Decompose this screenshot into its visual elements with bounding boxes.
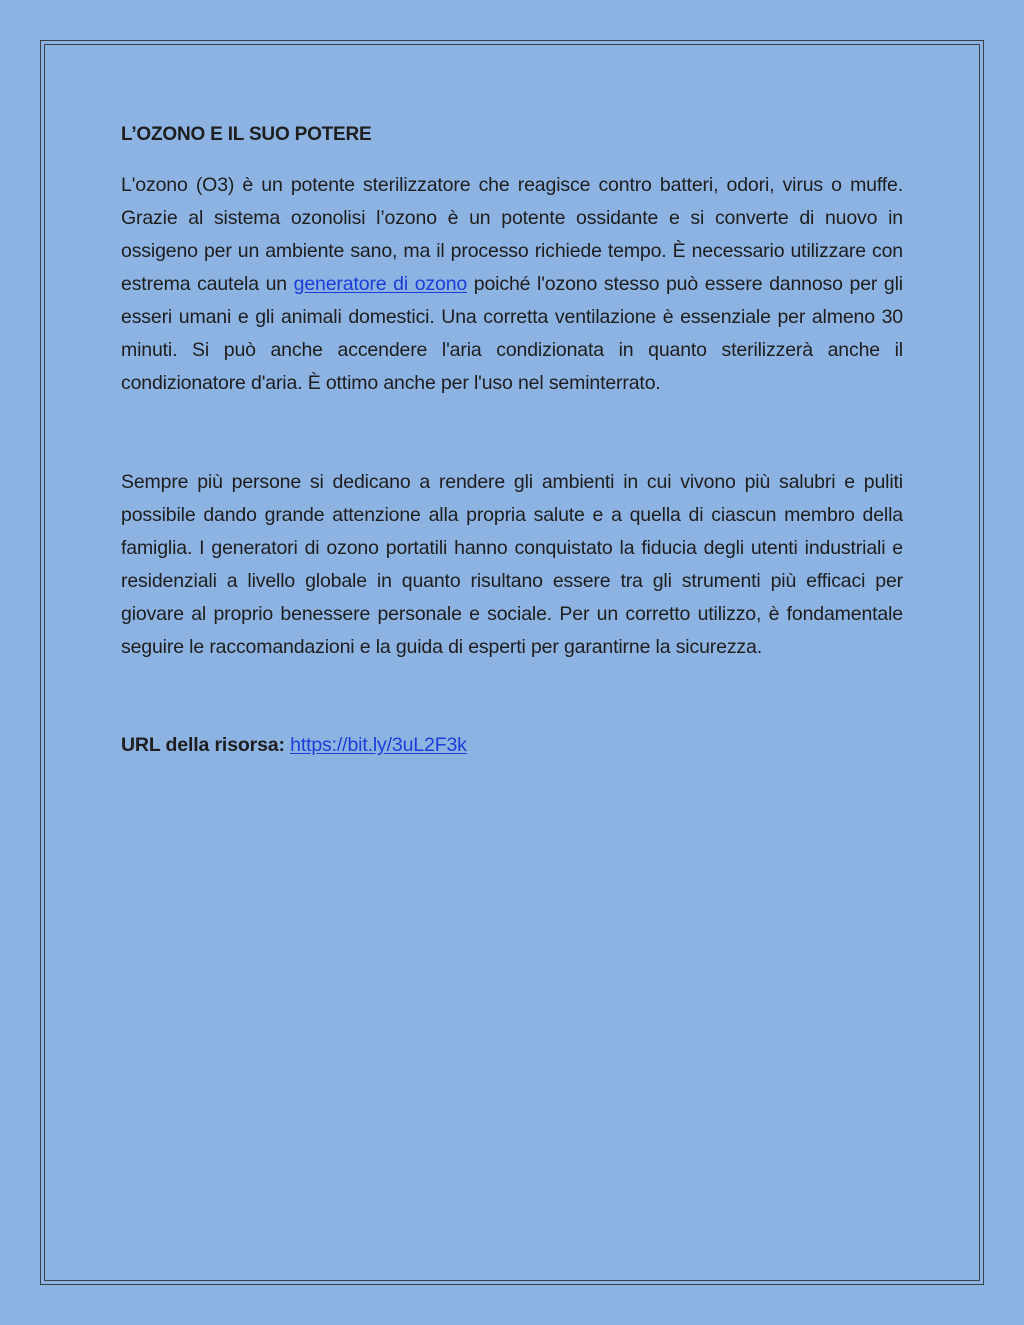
resource-url-link[interactable]: https://bit.ly/3uL2F3k xyxy=(290,734,467,756)
paragraph-second: Sempre più persone si dedicano a rendere gli ambienti in cui vivono più salubri e puliti possibile dando grande attenzione alla propria salute e a quella di ciascun membro della famiglia. I generatori di ozono portatili hanno conquistato la fiducia degli utenti industriali e residenziali a livello globale in quanto risultano essere tra gli strumenti più efficaci per giovare al proprio benessere personale e sociale. Per un corretto utilizzo, è fondamentale seguire le raccomandazioni e la guida di esperti per garantirne la sicurezza. xyxy=(121,471,903,658)
paragraph-intro-text-end: poiché l'ozono stesso può essere dannoso per gli esseri umani e gli animali domestici. Una corretta ventilazione è essenziale per almeno 30 minuti. Si può anche accendere l'aria condizionata in quanto sterilizzerà anche il condizionatore d'aria. È ottimo anche per l'uso nel seminterrato. xyxy=(121,273,903,394)
paragraph-intro-text-start: L'ozono (O3) è un potente sterilizzatore che reagisce contro batteri, odori, virus o muffe. Grazie al sistema ozonolisi l’ozono è un potente ossidante e si converte di nuovo in ossigeno per un ambiente sano, ma il processo richiede tempo. È necessario utilizzare con estrema cautela un xyxy=(121,174,903,295)
resource-line xyxy=(121,729,903,762)
paragraph-intro xyxy=(121,169,903,400)
resource-label: URL della risorsa: xyxy=(121,734,285,756)
document-body xyxy=(121,120,903,762)
generatore-di-ozono-link[interactable]: generatore di ozono xyxy=(293,273,468,295)
document-title: L’OZONO E IL SUO POTERE xyxy=(121,124,372,145)
